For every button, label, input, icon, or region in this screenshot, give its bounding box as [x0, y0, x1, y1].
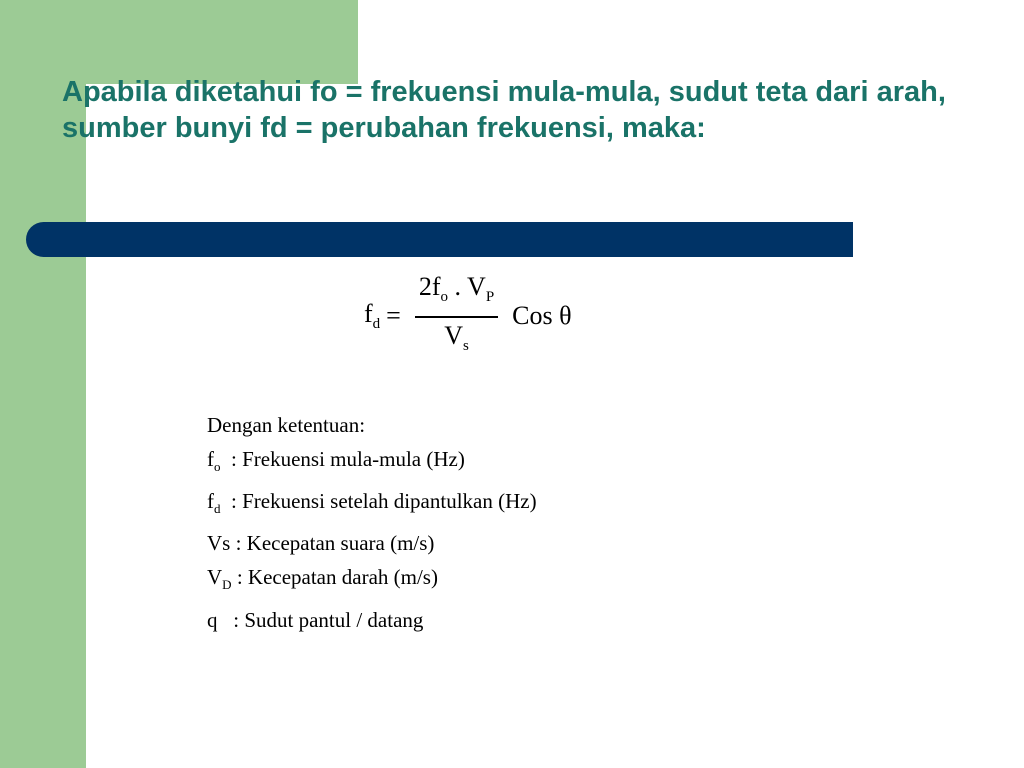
definition-symbol-sub: o [214, 459, 221, 475]
definition-symbol: q [207, 607, 218, 632]
formula-denominator [444, 318, 469, 360]
definition-item-theta [207, 603, 537, 637]
slide-title: Apabila diketahui fo = frekuensi mula-mula, sudut teta dari arah, sumber bunyi fd = perubahan frekuensi, maka: [62, 76, 946, 144]
definition-symbol-sub: d [214, 501, 221, 517]
numerator-a: 2f [418, 272, 441, 302]
numerator-dot: . [448, 272, 468, 302]
definitions-block [207, 408, 537, 637]
doppler-formula [364, 272, 572, 354]
definition-text: : Sudut pantul / datang [217, 607, 424, 632]
formula-lhs-base: f [364, 298, 373, 328]
definition-item-fd [207, 484, 537, 526]
formula-numerator [415, 272, 498, 317]
denominator-base: V [444, 320, 463, 350]
definitions-heading: Dengan ketentuan: [207, 413, 366, 437]
numerator-a-sub: o [440, 289, 449, 306]
definition-text: : Kecepatan darah (m/s) [231, 565, 438, 590]
definition-symbol-sub: D [222, 577, 232, 593]
decorative-navy-bar [26, 222, 853, 257]
definition-symbol: f [207, 489, 214, 514]
definition-text: : Kecepatan suara (m/s) [230, 531, 435, 556]
denominator-sub: s [462, 337, 469, 354]
formula-fraction [415, 272, 498, 359]
formula-lhs-sub: d [372, 316, 381, 333]
definition-symbol: V [207, 565, 223, 590]
definition-item-fo [207, 442, 537, 484]
formula-lhs [364, 299, 380, 333]
definition-symbol: f [207, 447, 214, 471]
numerator-b: V [467, 272, 486, 302]
definition-text: : Frekuensi setelah dipantulkan (Hz) [220, 489, 537, 514]
definition-text: : Frekuensi mula-mula (Hz) [220, 447, 465, 471]
definition-item-vs [207, 526, 537, 560]
formula-cos-theta: Cos θ [512, 301, 572, 330]
definition-symbol: Vs [207, 531, 231, 556]
definition-item-vd [207, 560, 537, 602]
numerator-b-sub: P [485, 289, 495, 306]
formula-equals: = [386, 301, 401, 330]
